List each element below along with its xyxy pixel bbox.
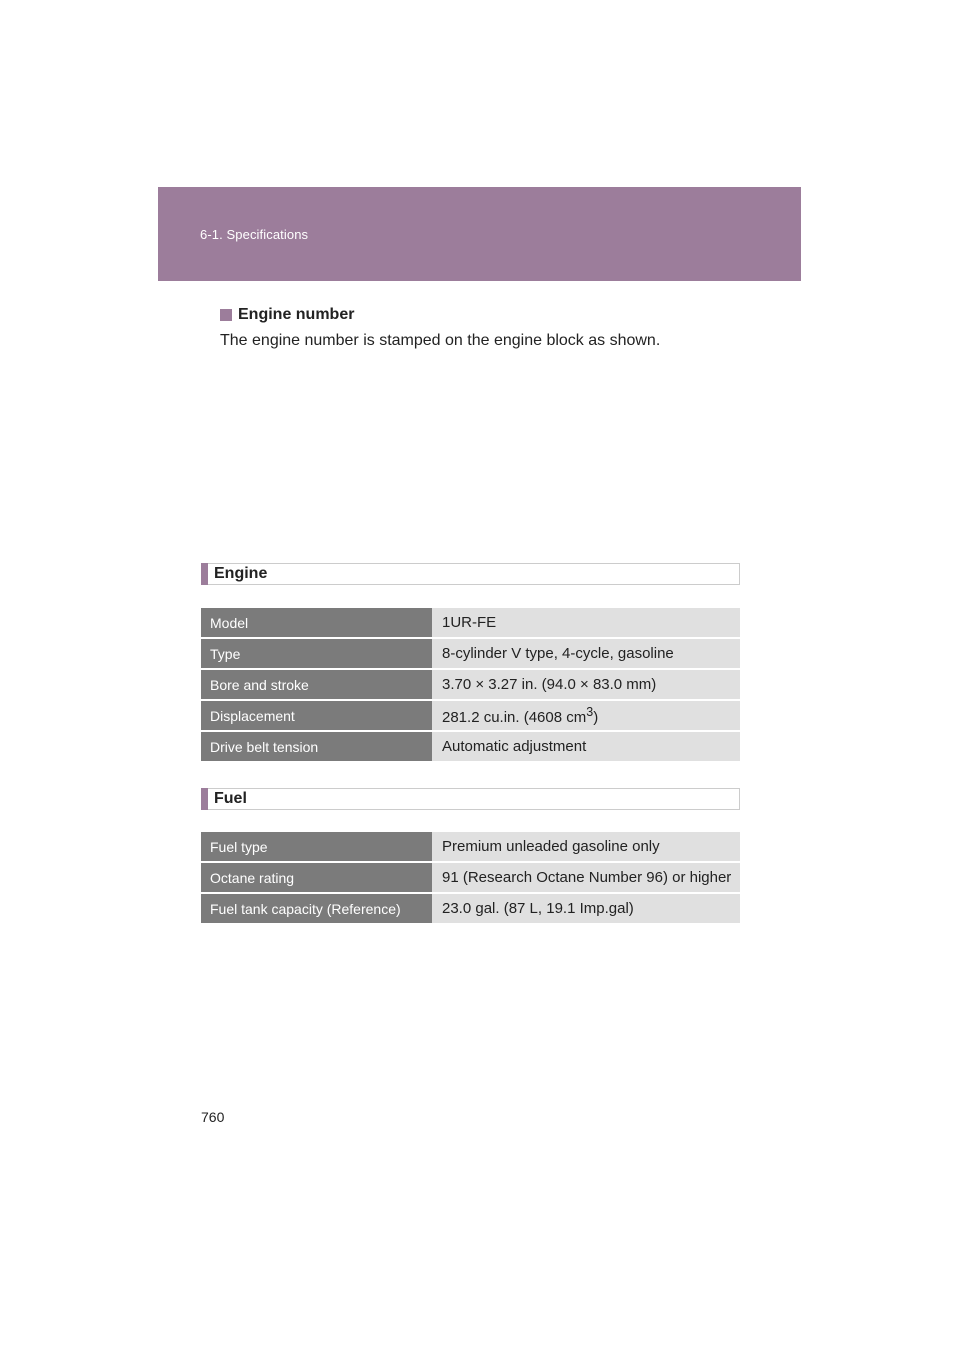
fuel-heading-text: Fuel — [214, 790, 247, 807]
spec-label: Drive belt tension — [201, 731, 432, 762]
heading-accent — [201, 788, 208, 810]
spec-label: Octane rating — [201, 862, 432, 893]
displacement-superscript: 3 — [586, 705, 594, 719]
spec-label: Model — [201, 608, 432, 638]
table-row — [201, 893, 740, 924]
engine-spec-table — [201, 608, 740, 763]
spec-value: 23.0 gal. (87 L, 19.1 Imp.gal) — [432, 893, 740, 924]
table-row — [201, 669, 740, 700]
page-number: 760 — [201, 1109, 225, 1125]
spec-label: Type — [201, 638, 432, 669]
displacement-value: 281.2 cu.in. (4608 cm — [442, 709, 587, 726]
header-bar — [158, 187, 801, 281]
spec-label: Fuel tank capacity (Reference) — [201, 893, 432, 924]
spec-value: Premium unleaded gasoline only — [432, 832, 740, 862]
engine-heading-text: Engine — [214, 565, 268, 582]
fuel-heading — [201, 788, 740, 810]
spec-value: 1UR-FE — [432, 608, 740, 638]
square-bullet-icon — [220, 309, 232, 321]
table-row — [201, 862, 740, 893]
spec-value: 3.70 × 3.27 in. (94.0 × 83.0 mm) — [432, 669, 740, 700]
section-label: 6-1. Specifications — [200, 227, 309, 242]
table-row — [201, 832, 740, 862]
table-row — [201, 700, 740, 731]
table-row — [201, 608, 740, 638]
fuel-spec-table — [201, 832, 740, 925]
spec-label: Displacement — [201, 700, 432, 731]
displacement-tail: ) — [593, 709, 599, 726]
engine-number-text: The engine number is stamped on the engine block as shown. — [220, 332, 661, 349]
spec-value: 91 (Research Octane Number 96) or higher — [432, 862, 740, 893]
table-row — [201, 638, 740, 669]
spec-value: Automatic adjustment — [432, 731, 740, 762]
spec-value: 8-cylinder V type, 4-cycle, gasoline — [432, 638, 740, 669]
heading-accent — [201, 563, 208, 585]
spec-label: Bore and stroke — [201, 669, 432, 700]
engine-number-title-text: Engine number — [238, 306, 355, 323]
spec-label: Fuel type — [201, 832, 432, 862]
engine-number-title — [220, 306, 354, 324]
spec-value — [432, 700, 740, 731]
table-row — [201, 731, 740, 762]
engine-heading — [201, 563, 740, 585]
